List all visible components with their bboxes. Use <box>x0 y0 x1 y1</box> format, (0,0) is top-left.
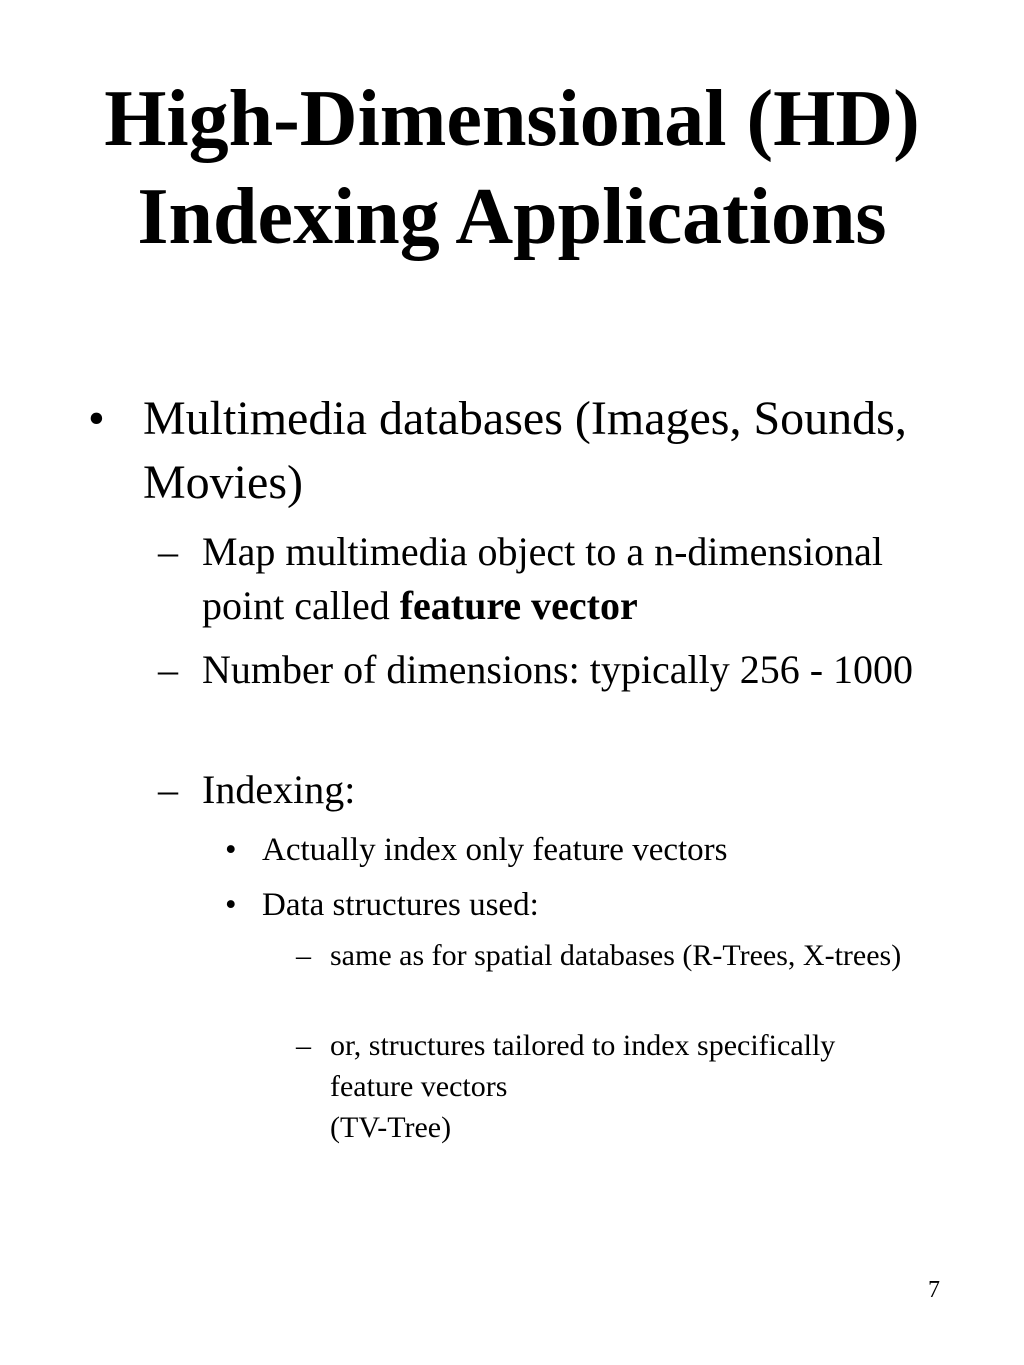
subbullet-spatial-structures <box>296 935 916 976</box>
tailored-line-2: (TV-Tree) <box>330 1111 452 1144</box>
bullet-index-feature-vectors <box>225 828 945 872</box>
bullet-marker: • <box>225 887 237 923</box>
subbullet-text: same as for spatial databases (R-Trees, X-trees) <box>330 939 902 972</box>
bullet-text: Data structures used: <box>262 887 539 923</box>
map-object-text: Map multimedia object to a n-dimensional point called <box>202 529 883 628</box>
bullet-multimedia-databases <box>88 387 948 515</box>
bullet-marker: • <box>88 392 105 445</box>
subbullet-text: Number of dimensions: typically 256 - 1000 <box>202 647 914 692</box>
subbullet-text <box>158 525 948 633</box>
subbullet-map-object <box>158 525 948 633</box>
subbullet-text: Indexing: <box>202 767 356 812</box>
dash-marker: – <box>158 647 178 692</box>
subbullet-text <box>296 1025 916 1148</box>
bullet-text: Multimedia databases (Images, Sounds, Movies) <box>143 392 907 509</box>
dash-marker: – <box>296 1029 311 1062</box>
dash-marker: – <box>158 529 178 574</box>
feature-vector-term: feature vector <box>399 583 638 628</box>
subbullet-tailored-structures <box>296 1025 916 1148</box>
title-line-2: Indexing Applications <box>137 173 887 261</box>
slide-title <box>40 70 984 266</box>
dash-marker: – <box>158 767 178 812</box>
title-line-1: High-Dimensional (HD) <box>104 75 920 163</box>
slide-number: 7 <box>928 1277 940 1303</box>
bullet-marker: • <box>225 832 237 868</box>
dash-marker: – <box>296 939 311 972</box>
bullet-data-structures <box>225 883 945 927</box>
subbullet-num-dimensions <box>158 643 948 697</box>
subbullet-indexing <box>158 763 948 817</box>
bullet-text: Actually index only feature vectors <box>262 832 728 868</box>
tailored-line-1: or, structures tailored to index specifically feature vectors <box>330 1029 836 1103</box>
